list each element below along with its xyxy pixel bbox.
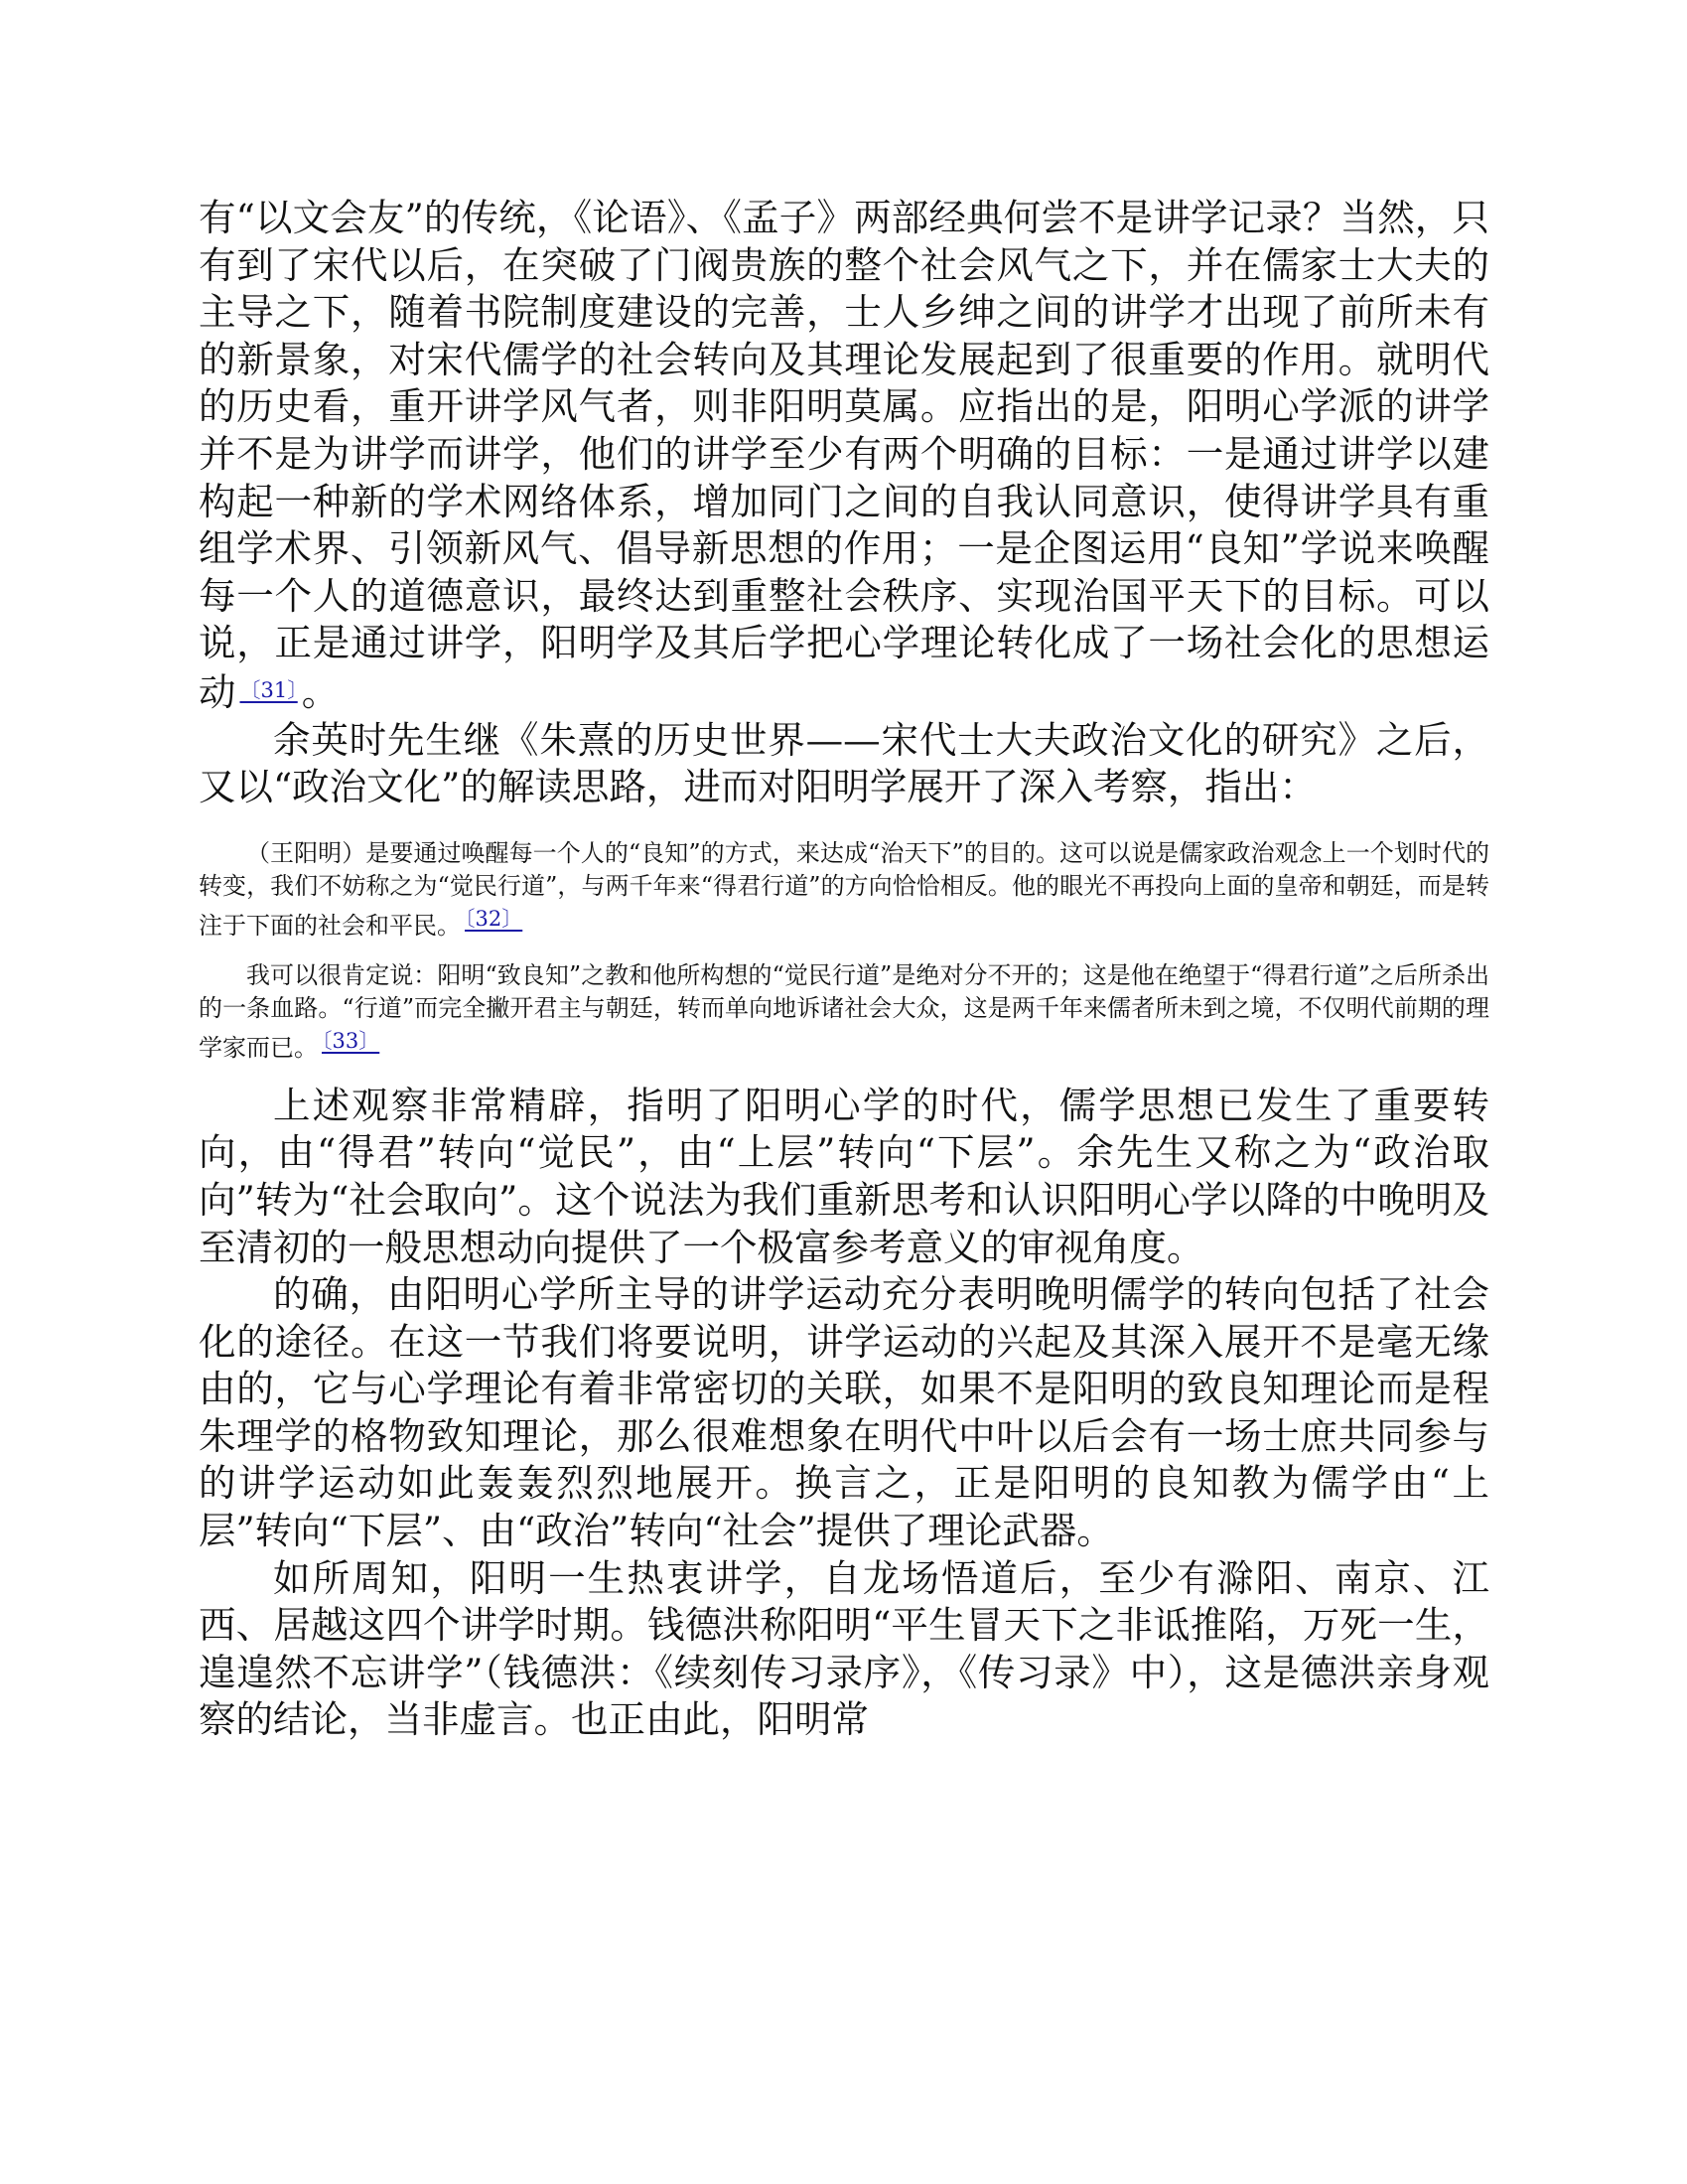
quote-1-text: （王阳明）是要通过唤醒每一个人的“良知”的方式，来达成“治天下”的目的。这可以说是儒家政治观念上一个划时代的转变，我们不妨称之为“觉民行道”，与两千年来“得君行道”的方向恰恰相反。他的眼光不再投向上面的皇帝和朝廷，而是转注于下面的社会和平民。	[199, 838, 1489, 940]
page-content	[199, 195, 1489, 1744]
paragraph-3: 上述观察非常精辟，指明了阳明心学的时代，儒学思想已发生了重要转向，由“得君”转向“觉民”，由“上层”转向“下层”。余先生又称之为“政治取向”转为“社会取向”。这个说法为我们重新思考和认识阳明心学以降的中晚明及至清初的一般思想动向提供了一个极富参考意义的审视角度。	[199, 1083, 1489, 1269]
quote-1	[199, 837, 1489, 943]
footnote-ref-32[interactable]: 〔32〕	[465, 906, 523, 931]
paragraph-1	[199, 195, 1489, 717]
footnote-ref-31[interactable]: 〔31〕	[239, 677, 298, 702]
paragraph-5: 如所周知，阳明一生热衷讲学，自龙场悟道后，至少有滁阳、南京、江西、居越这四个讲学时期。钱德洪称阳明“平生冒天下之非诋推陷，万死一生，遑遑然不忘讲学”（钱德洪：《续刻传习录序》，《传习录》中），这是德洪亲身观察的结论，当非虚言。也正由此，阳明常	[199, 1555, 1489, 1742]
paragraph-4: 的确，由阳明心学所主导的讲学运动充分表明晚明儒学的转向包括了社会化的途径。在这一节我们将要说明，讲学运动的兴起及其深入展开不是毫无缘由的，它与心学理论有着非常密切的关联，如果不是阳明的致良知理论而是程朱理学的格物致知理论，那么很难想象在明代中叶以后会有一场士庶共同参与的讲学运动如此轰轰烈烈地展开。换言之，正是阳明的良知教为儒学由“上层”转向“下层”、由“政治”转向“社会”提供了理论武器。	[199, 1272, 1489, 1553]
paragraph-1-text: 有“以文会友”的传统，《论语》、《孟子》两部经典何尝不是讲学记录？当然，只有到了宋代以后，在突破了门阀贵族的整个社会风气之下，并在儒家士大夫的主导之下，随着书院制度建设的完善，士人乡绅之间的讲学才出现了前所未有的新景象，对宋代儒学的社会转向及其理论发展起到了很重要的作用。就明代的历史看，重开讲学风气者，则非阳明莫属。应指出的是，阳明心学派的讲学并不是为讲学而讲学，他们的讲学至少有两个明确的目标：一是通过讲学以建构起一种新的学术网络体系，增加同门之间的自我认同意识，使得讲学具有重组学术界、引领新风气、倡导新思想的作用；一是企图运用“良知”学说来唤醒每一个人的道德意识，最终达到重整社会秩序、实现治国平天下的目标。可以说，正是通过讲学，阳明学及其后学把心学理论转化成了一场社会化的思想运动	[199, 196, 1489, 714]
quote-2-text: 我可以很肯定说：阳明“致良知”之教和他所构想的“觉民行道”是绝对分不开的；这是他在绝望于“得君行道”之后所杀出的一条血路。“行道”而完全撇开君主与朝廷，转而单向地诉诸社会大众，这是两千年来儒者所未到之境，不仅明代前期的理学家而已。	[199, 960, 1489, 1062]
block-quotes	[199, 837, 1489, 1065]
paragraph-2: 余英时先生继《朱熹的历史世界——宋代士大夫政治文化的研究》之后，又以“政治文化”的解读思路，进而对阳明学展开了深入考察，指出：	[199, 717, 1489, 809]
quote-2	[199, 959, 1489, 1065]
footnote-ref-33[interactable]: 〔33〕	[322, 1028, 380, 1053]
paragraph-1-end: 。	[301, 669, 340, 714]
